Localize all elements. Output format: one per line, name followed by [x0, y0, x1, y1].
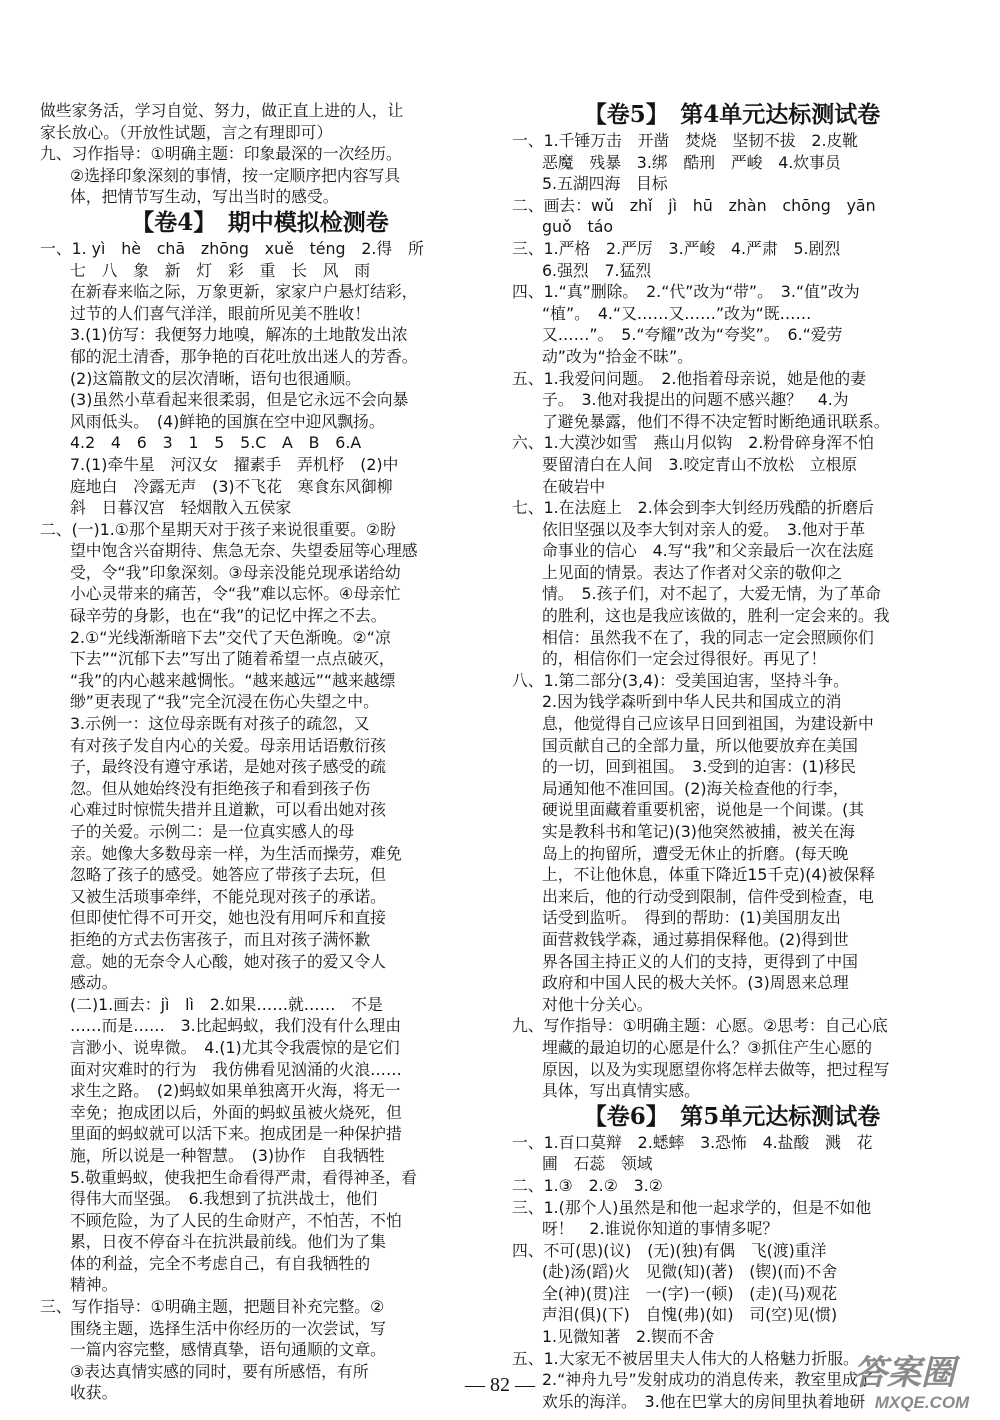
answer-line: “植”。 4.“又……又……”改为“既……: [542, 303, 812, 323]
answer-line: 受，令“我”印象深刻。③母亲没能兑现承诺给幼: [70, 562, 401, 582]
answer-line: 体的利益，完全不考虑自己，有自我牺牲的: [70, 1253, 371, 1273]
answer-line: 话受到监听。 得到的帮助：(1)美国朋友出: [542, 908, 841, 928]
answer-line: 九、习作指导：①明确主题：印象最深的一次经历。: [40, 144, 402, 164]
watermark-main-text: 答案圈: [853, 1354, 955, 1392]
answer-line: ③表达真情实感的同时，要有所感悟，有所: [70, 1361, 369, 1381]
answer-line: 7.(1)牵牛星 河汉女 擢素手 弄机杼 (2)中: [70, 454, 399, 474]
answer-line: 的胜利，这也是我应该做的，胜利一定会来的。我: [542, 606, 890, 626]
answer-line: 面对灾难时的行为 我仿佛看见汹涌的火浪……: [70, 1059, 402, 1079]
answer-line: 七、1.在法庭上 2.体会到李大钊经历残酷的折磨后: [512, 498, 874, 518]
answer-line: 依旧坚强以及李大钊对亲人的爱。 3.他对于革: [542, 519, 866, 539]
right-block-a: [512, 130, 952, 1102]
answer-line: 三、1.严格 2.严厉 3.严峻 4.严肃 5.剧烈: [512, 238, 841, 258]
answer-line: 家长放心。（开放性试题，言之有理即可）: [40, 122, 333, 142]
answer-line: 子。 3.他对我提出的问题不感兴趣？ 4.为: [542, 390, 849, 410]
answer-line: 国贡献自己的全部力量，所以他要放弃在美国: [542, 735, 858, 755]
answer-line: 碌辛劳的身影，也在“我”的记忆中挥之不去。: [70, 606, 387, 626]
section-heading-exam-5: 【卷5】 第4单元达标测试卷: [583, 101, 881, 128]
answer-line: 的一切，回到祖国。 3.受到的迫害：(1)移民: [542, 757, 856, 777]
answer-line: 忽略了孩子的感受。她答应了带孩子去玩，但: [70, 865, 386, 885]
answer-line: 又……”。 5.“夸耀”改为“夸奖”。 6.“爱劳: [542, 325, 843, 345]
answer-line: 局通知他不准回国。(2)海关检查他的行李，: [542, 778, 849, 798]
answer-line: 里面的蚂蚁就可以活下来。抱成团是一种保护措: [70, 1124, 402, 1144]
answer-line: 圃 石蕊 领域: [542, 1154, 653, 1174]
answer-line: 声泪(俱)(下) 自愧(弗)(如) 司(空)见(惯): [542, 1305, 838, 1325]
answer-line: 一、1.百口莫辩 2.蟋蟀 3.恐怖 4.盐酸 溅 花: [512, 1132, 873, 1152]
answer-line: (3)虽然小草看起来很柔弱，但是它永远不会向暴: [70, 390, 409, 410]
answer-line: 小心灵带来的痛苦，令“我”难以忘怀。④母亲忙: [70, 584, 401, 604]
answer-line: 上，不让他休息，体重下降近15千克)(4)被保释: [542, 865, 875, 885]
answer-line: 6.强烈 7.猛烈: [542, 260, 652, 280]
answer-line: 缈”更表现了“我”完全沉浸在伤心失望之中。: [70, 692, 379, 712]
answer-line: ②选择印象深刻的事情，按一定顺序把内容写具: [70, 165, 401, 185]
section-heading-exam-6: 【卷6】 第5单元达标测试卷: [583, 1102, 881, 1130]
answer-line: 3.(1)仿写：我便努力地嗅，解冻的土地散发出浓: [70, 325, 408, 345]
answer-line: 幸免；抱成团以后，外面的蚂蚁虽被火烧死，但: [70, 1102, 402, 1122]
answer-line: 五、1.大家无不被居里夫人伟大的人格魅力折服。: [512, 1348, 859, 1368]
answer-line: 原因，以及为实现愿望你将怎样去做等，把过程写: [542, 1059, 890, 1079]
answer-line: 5.敬重蚂蚁，使我把生命看得严肃，看得神圣，看: [70, 1167, 417, 1187]
answer-line: 动”改为“拾金不昧”。: [542, 346, 693, 366]
answer-line: 呀！ 2.谁说你知道的事情多呢？: [542, 1219, 779, 1239]
answer-line: 又被生活琐事牵绊，不能兑现对孩子的承诺。: [70, 886, 386, 906]
answer-line: 在破岩中: [542, 476, 606, 496]
left-column: [40, 100, 480, 1404]
answer-line: (2)这篇散文的层次清晰，语句也很通顺。: [70, 368, 361, 388]
answer-line: 精神。: [70, 1275, 118, 1295]
answer-line: 恶魔 残暴 3.绑 酷刑 严峻 4.炊事员: [542, 152, 841, 172]
answer-line: 3.示例一：这位母亲既有对孩子的疏忽，又: [70, 714, 370, 734]
answer-line: 求生之路。 (2)蚂蚁如果单独离开火海，将无一: [70, 1081, 401, 1101]
answer-line: “我”的内心越来越惆怅。“越来越远”“越来越缥: [70, 670, 396, 690]
answer-line: 四、不可(思)(议) (无)(独)有偶 飞(渡)重洋: [512, 1240, 827, 1260]
answer-line: 九、写作指导：①明确主题：心愿。②思考：自己心底: [512, 1016, 888, 1036]
answer-line: 收获。: [70, 1383, 118, 1403]
answer-line: 要留清白在人间 3.咬定青山不放松 立根原: [542, 454, 858, 474]
answer-line: 望中饱含兴奋期待、焦急无奈、失望委屈等心理感: [70, 541, 418, 561]
answer-line: 得伟大而坚强。 6.我想到了抗洪战士，他们: [70, 1189, 378, 1209]
answer-line: 界各国主持正义的人们的支持，更得到了中国: [542, 951, 858, 971]
answer-line: 施，所以说是一种智慧。 (3)协作 自我牺牲: [70, 1145, 385, 1165]
left-block-a: [40, 100, 480, 208]
answer-line: 二、画去：wǔ zhǐ jì hū zhàn chōng yān: [512, 195, 876, 215]
answer-line: 埋藏的最迫切的心愿是什么？③抓住产生心愿的: [542, 1037, 873, 1057]
watermark-sub-text: MXQE.COM: [874, 1393, 970, 1412]
answer-line: 硬说里面藏着重要机密，说他是一个间谍。(其: [542, 800, 865, 820]
answer-line: 2.因为钱学森听到中华人民共和国成立的消: [542, 692, 842, 712]
answer-line: 子的关爱。示例二：是一位真实感人的母: [70, 822, 355, 841]
answer-line: 七 八 象 新 灯 彩 重 长 风 雨: [70, 260, 371, 280]
answer-line: 5.五湖四海 目标: [542, 174, 668, 194]
answer-line: 上见面的情景。表达了作者对父亲的敬仰之: [542, 562, 843, 582]
answer-line: 亲。她像大多数母亲一样，为生活而操劳，难免: [70, 843, 402, 863]
answer-line: 实是教科书和笔记)(3)他突然被捕，被关在海: [542, 822, 855, 841]
answer-line: 一、1. yì hè chā zhōng xuě téng 2.得 所: [40, 238, 424, 258]
answer-line: 累，日夜不停奋斗在抗洪最前线。他们为了集: [70, 1232, 386, 1252]
answer-line: 八、1.第二部分(3,4)：受美国迫害，坚持斗争。: [512, 670, 849, 690]
answer-line: 意。她的无奈令人心酸，她对孩子的爱又令人: [70, 951, 386, 971]
answer-line: 在新春来临之际，万象更新，家家户户悬灯结彩，: [70, 282, 418, 302]
page-number: — 82 —: [465, 1374, 535, 1396]
answer-line: 四、1.“真”删除。 2.“代”改为“带”。 3.“值”改为: [512, 282, 860, 302]
answer-line: 政府和中国人民的极大关怀。(3)周恩来总理: [542, 973, 849, 993]
answer-line: 具体，写出真情实感。: [542, 1081, 700, 1101]
answer-line: 体，把情节写生动，写出当时的感受。: [70, 187, 339, 207]
answer-line: 言渺小、说卑微。 4.(1)尤其令我震惊的是它们: [70, 1037, 400, 1057]
answer-line: 六、1.大漠沙如雪 燕山月似钩 2.粉骨碎身浑不怕: [512, 433, 874, 453]
answer-line: (二)1.画去：jì lì 2.如果……就…… 不是: [70, 994, 383, 1014]
answer-line: 情。 5.孩子们，对不起了，大爱无情，为了革命: [542, 584, 881, 604]
watermark-logo: [812, 1346, 992, 1416]
answer-line: 下去”“沉郁下去”写出了随着希望一点点破灭，: [70, 649, 395, 669]
answer-line: 拒绝的方式去伤害孩子，而且对孩子满怀歉: [70, 929, 371, 949]
answer-line: guǒ táo: [542, 217, 614, 237]
answer-line: 2.“神舟九号”发射成功的消息传来，教室里成了: [542, 1370, 874, 1390]
answer-line: 命事业的信心 4.写“我”和父亲最后一次在法庭: [542, 541, 874, 561]
answer-line: 感动。: [70, 973, 118, 993]
answer-line: 二、(一)1.①那个星期天对于孩子来说很重要。②盼: [40, 519, 396, 539]
answer-line: 对他十分关心。: [542, 994, 653, 1014]
section-heading-exam-4: 【卷4】 期中模拟检测卷: [131, 208, 389, 236]
answer-line: 2.①“光线渐渐暗下去”交代了天色渐晚。②“凉: [70, 627, 391, 647]
answer-line: 忽。但从她始终没有拒绝孩子和看到孩子伤: [70, 778, 371, 798]
answer-line: 1.见微知著 2.锲而不舍: [542, 1327, 715, 1347]
answer-line: 三、1.(那个人)虽然是和他一起求学的，但是不如他: [512, 1197, 872, 1217]
answer-line: 庭地白 冷露无声 (3)不飞花 寒食东风御柳: [70, 476, 393, 496]
answer-line: 二、1.③ 2.② 3.②: [512, 1175, 663, 1195]
answer-line: 子，最终没有遵守承诺，是她对孩子感受的疏: [70, 757, 386, 777]
answer-line: 五、1.我爱问问题。 2.他指着母亲说，她是他的妻: [512, 368, 866, 388]
answer-line: 岛上的拘留所，遭受无休止的折磨。(每天晚: [542, 843, 849, 863]
answer-line: 全(神)(贯)注 一(字)一(顿) (走)(马)观花: [542, 1283, 838, 1303]
answer-line: 4.2 4 6 3 1 5 5.C A B 6.A: [70, 433, 362, 453]
answer-line: 有对孩子发自内心的关爱。母亲用话语敷衍孩: [70, 735, 386, 755]
answer-line: 斜 日暮汉宫 轻烟散入五侯家: [70, 498, 292, 518]
answer-line: 相信：虽然我不在了，我的同志一定会照顾你们: [542, 627, 874, 647]
right-column: [512, 100, 952, 1412]
answer-line: 过节的人们喜气洋洋，眼前所见美不胜收！: [70, 303, 371, 323]
answer-line: 一篇内容完整，感情真挚，语句通顺的文章。: [70, 1340, 386, 1360]
answer-line: 但即使忙得不可开交，她也没有用呵斥和直接: [70, 908, 386, 928]
answer-line: 做些家务活，学习自觉、努力，做正直上进的人，让: [40, 101, 404, 120]
answer-line: 息，他觉得自己应该早日回到祖国，为建设新中: [542, 714, 874, 734]
answer-line: 心难过时惊慌失措并且道歉，可以看出她对孩: [70, 800, 386, 820]
answer-line: 围绕主题，选择生活中你经历的一次尝试，写: [70, 1318, 386, 1338]
answer-line: 郁的泥土清香，那争艳的百花吐放出迷人的芳香。: [70, 346, 418, 366]
answer-line: 了避免暴露，他们不得不决定暂时断绝通讯联系。: [542, 411, 890, 431]
answer-line: 风雨低头。 (4)鲜艳的国旗在空中迎风飘扬。: [70, 411, 385, 431]
answer-line: 面营救钱学森，通过募捐保释他。(2)得到世: [542, 929, 849, 949]
answer-line: 的，相信你们一定会过得很好。再见了！: [542, 649, 827, 669]
left-block-b: [40, 238, 480, 1404]
answer-line: 三、写作指导：①明确主题，把题目补充完整。②: [40, 1297, 385, 1317]
answer-line: ……而是…… 3.比起蚂蚁，我们没有什么理由: [70, 1016, 402, 1036]
answer-line: 欢乐的海洋。 3.他在巴掌大的房间里执着地研: [542, 1391, 866, 1411]
answer-line: (赴)汤(蹈)火 见微(知)(著) (锲)(而)不舍: [542, 1262, 838, 1282]
answer-line: 不顾危险，为了人民的生命财产，不怕苦，不怕: [70, 1210, 402, 1230]
answer-line: 出来后，他的行动受到限制，信件受到检查，电: [542, 886, 874, 906]
answer-line: 一、1.千锤万击 开凿 焚烧 坚韧不拔 2.皮靴: [512, 131, 859, 150]
